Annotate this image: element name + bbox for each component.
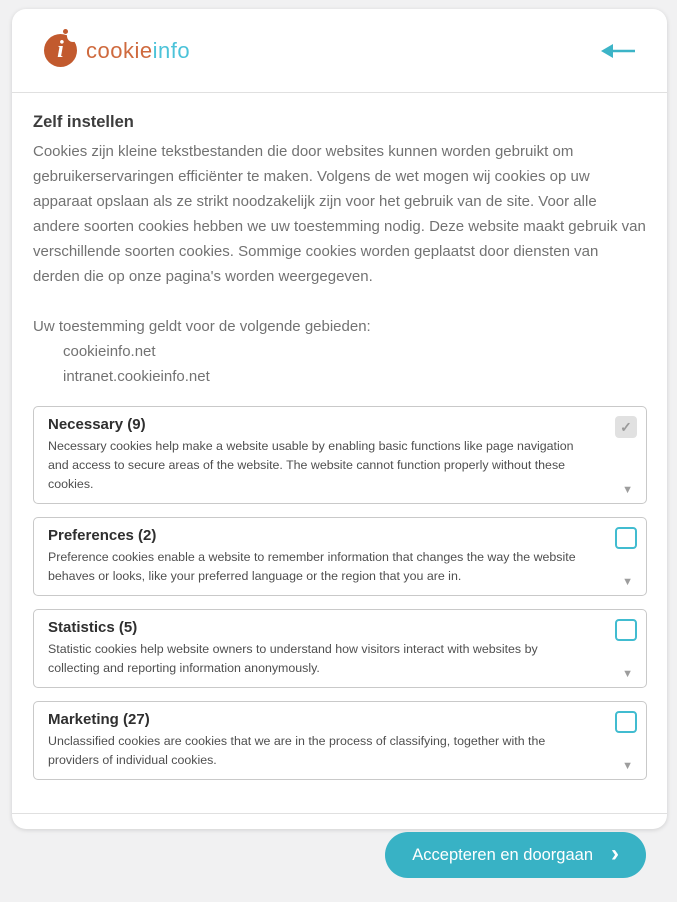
brand-wordmark — [86, 38, 190, 64]
chevron-right-icon: › — [611, 839, 619, 867]
category-description: Necessary cookies help make a website usable by enabling basic functions like page navigation and access to secure areas of the website. The website cannot function properly without these cookies. — [48, 439, 574, 491]
preferences-checkbox[interactable] — [615, 527, 637, 549]
consent-domain-list — [33, 339, 647, 389]
brand-primary-text: cookie — [86, 37, 153, 63]
category-description: Preference cookies enable a website to remember information that changes the way the website behaves or looks, like your preferred language or the region that you are in. — [48, 550, 576, 583]
category-description: Statistic cookies help website owners to understand how visitors interact with websites by collecting and reporting information anonymously. — [48, 642, 538, 675]
necessary-checkbox[interactable]: ✓ — [615, 416, 637, 438]
brand-secondary-text: info — [152, 37, 191, 63]
cookieinfo-logo — [44, 34, 190, 67]
dialog-footer — [12, 813, 667, 902]
dialog-body — [12, 93, 667, 793]
cookie-bite-shape — [67, 30, 79, 42]
accept-and-continue-button[interactable] — [385, 832, 646, 878]
cookie-category-list — [33, 406, 647, 780]
logo-letter: i — [57, 37, 64, 63]
category-title: Statistics (5) — [48, 619, 138, 636]
category-box-necessary — [33, 406, 647, 504]
category-title: Preferences (2) — [48, 527, 157, 544]
back-arrow-icon[interactable] — [599, 41, 637, 61]
chevron-down-icon[interactable]: ▼ — [622, 668, 633, 680]
consent-domain: intranet.cookieinfo.net — [63, 368, 210, 385]
page-title: Zelf instellen — [33, 113, 134, 131]
dialog-header — [12, 9, 667, 93]
marketing-checkbox[interactable] — [615, 711, 637, 733]
cookie-logo-icon — [44, 34, 77, 67]
consent-scope-label: Uw toestemming geldt voor de volgende gebieden: — [33, 318, 371, 335]
category-description: Unclassified cookies are cookies that we are in the process of classifying, together with the providers of individual cookies. — [48, 734, 546, 767]
chevron-down-icon[interactable]: ▼ — [622, 760, 633, 772]
cookie-crumb-shape — [63, 29, 68, 34]
category-box-preferences — [33, 517, 647, 596]
cookie-policy-description: Cookies zijn kleine tekstbestanden die door websites kunnen worden gebruikt om gebruikerservaringen efficiënter te maken. Volgens de wet mogen wij cookies op uw apparaat opslaan als ze strikt noodzakelijk zijn voor het gebruik van de site. Voor alle andere soorten cookies hebben we uw toestemming nodig. Deze website maakt gebruik van verschillende soorten cookies. Sommige cookies worden geplaatst door diensten van derden die op onze pagina's worden weergegeven. — [33, 143, 646, 285]
accept-button-label: Accepteren en doorgaan — [412, 845, 593, 864]
chevron-down-icon[interactable]: ▼ — [622, 484, 633, 496]
statistics-checkbox[interactable] — [615, 619, 637, 641]
category-box-statistics — [33, 609, 647, 688]
consent-domain: cookieinfo.net — [63, 343, 156, 360]
chevron-down-icon[interactable]: ▼ — [622, 576, 633, 588]
category-title: Marketing (27) — [48, 711, 150, 728]
category-title: Necessary (9) — [48, 416, 146, 433]
category-box-marketing — [33, 701, 647, 780]
cookie-consent-dialog — [12, 9, 667, 867]
